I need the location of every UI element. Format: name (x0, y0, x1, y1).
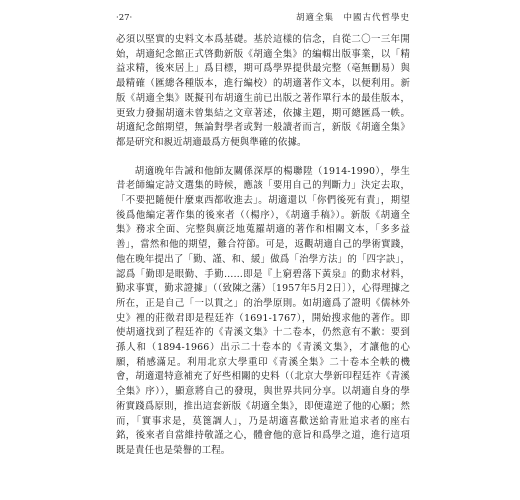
paragraph-1: 必須以堅實的史料文本爲基礎。基於這樣的信念，自從二〇一三年開始，胡適紀念館正式啓動新版《胡適全集》的編輯出版事業，以「精益求精，後來居上」爲目標，期可爲學界提供最完整（亳無刪易）與最精確（匯總各種版本，進行編校）的胡適著作文本，以便利用。新版《胡適全集》既擬刊布胡適生前已出版之著作單行本的最佳版本，更致力發掘胡適未曾集結之文章著述，依據主題，期可總匯爲一帙。胡適紀念館期望，無論對學者或對一般讀者而言，新版《胡適全集》都是研究和親近胡適最爲方便與準確的依據。 (116, 34, 410, 148)
page-number: ·27· (116, 13, 133, 23)
paragraph-spacer (116, 151, 410, 165)
running-header (116, 11, 410, 25)
paragraph-2: 胡適晚年告誡和他師友關係深厚的楊聯陞（1914-1990），學生昔老師編定詩文選集的時候，應該「要用自己的判斷力」決定去取，「不要把隨便什麼東西都收進去」。胡適還以「你們後死有責」，期望後爲他編定著作集的後來者（（楊序），《胡適手稿》）。新版《胡適全集》務求全面、完整與廣泛地蒐羅胡適的著作和相關文本，「多多益善」，當然和他的期望，難合符節。可是，返觀胡適自己的學術實踐，他在晚年提出了「勤、謹、和、緩」做爲「治學方法」的「四字訣」，認爲「勤即是眼勤、手勤……即是『上窮碧落下黃泉』的動求材料，勤求事實，勤求證據」（（致陳之藩）〔1957年5月2日〕），心得理據之所在，正是自己「一以貫之」的治學原則。如胡適爲了證明《儒林外史》裡的莊徵君即是程廷祚（1691-1767），開始搜求他的著作。即使胡適找到了程廷祚的《青溪文集》十二卷本，仍然意有不歉：要到孫人和（1894-1966）出示二十卷本的《青溪文集》，才讓他的心願，稍感滿足。利用北京大學重印《青溪全集》二十卷本全帙的機會，胡適還特意補充了好些相關的史料（（北京大學新印程廷祚《青溪全集》序）），顯意將自己的發現，與世界共同分享。以胡適自身的學術實踐爲原則，推出這套新版《胡適全集》，即便違逆了他的心願；然而，「實事求是，莫篦調人」，乃是胡適喜歡送給青壯追求者的座右銘，後來者自當維持敬謹之心，體會他的意旨和爲學之道，進行這項既是責任也是榮譽的工程。 (116, 165, 410, 456)
running-header-title: 胡適全集 中國古代哲學史 (295, 13, 410, 23)
body-text (116, 33, 410, 459)
